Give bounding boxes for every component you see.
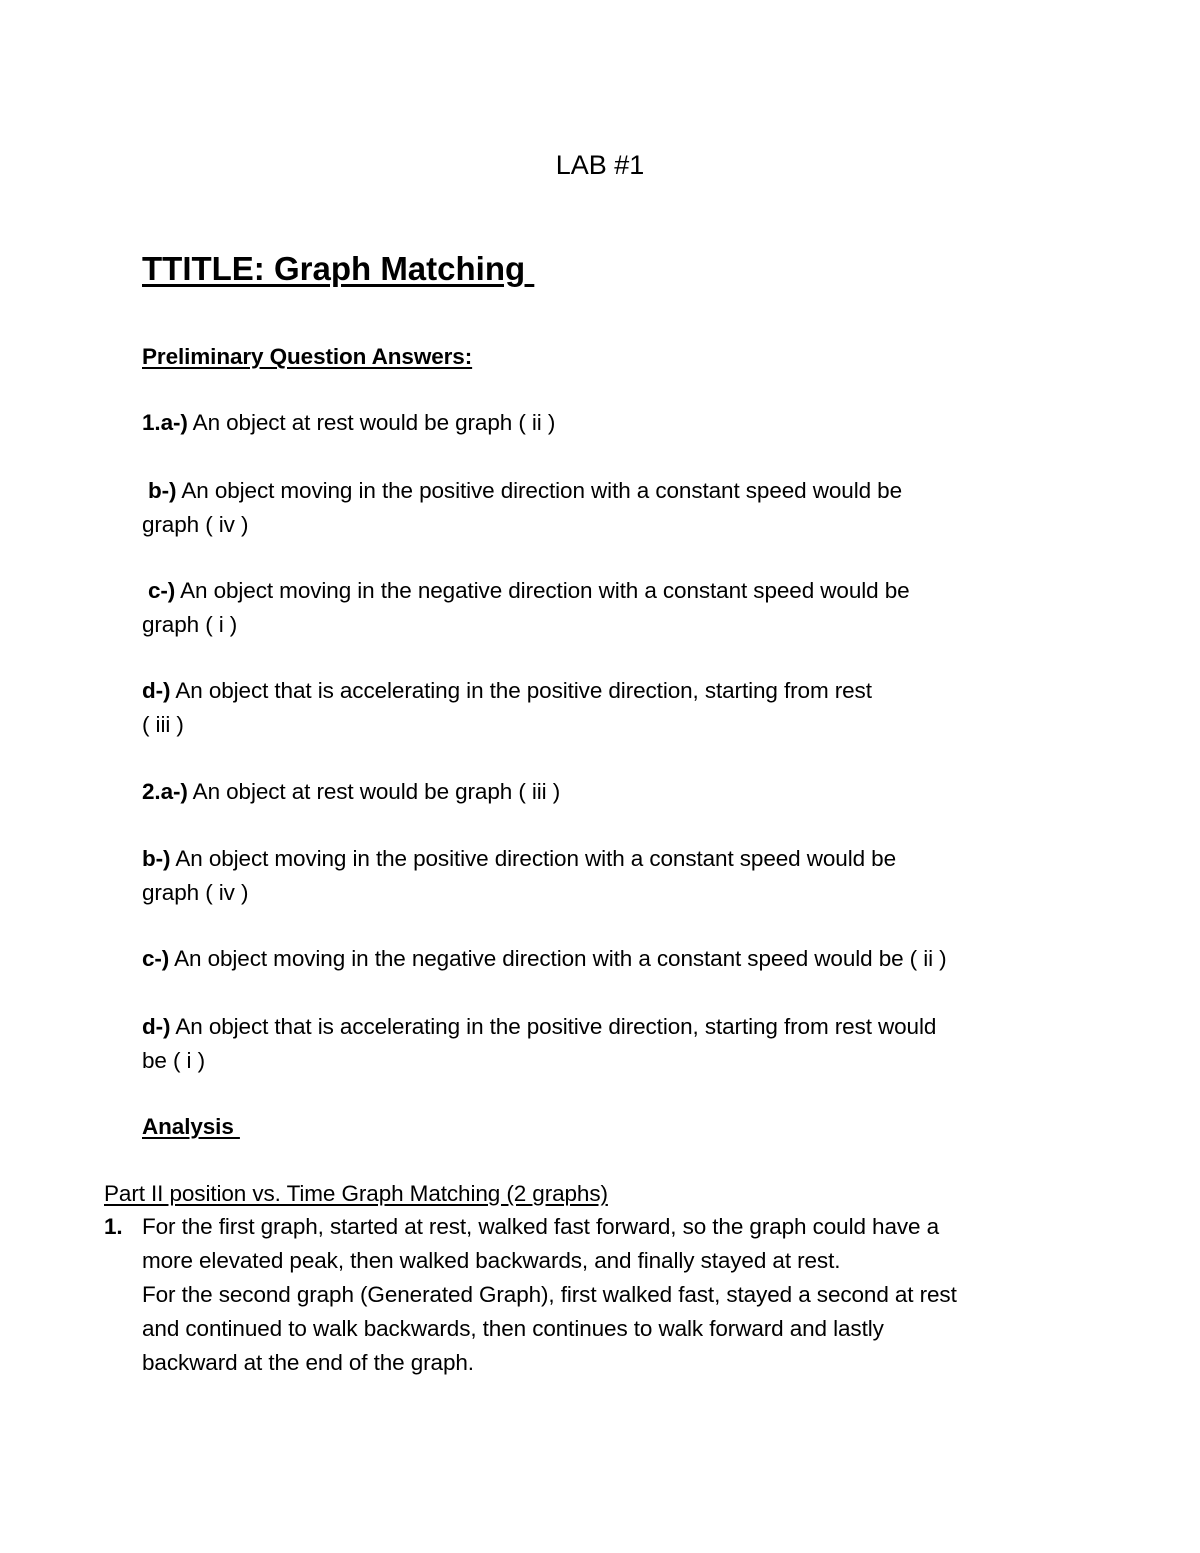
- q2a-text: An object at rest would be graph ( iii ): [187, 779, 561, 804]
- part2-heading: Part II position vs. Time Graph Matching (2 graphs): [104, 1181, 608, 1206]
- q2c-line: [142, 944, 947, 974]
- q2d-line: [142, 1012, 936, 1042]
- q2b-line: [142, 844, 896, 874]
- q2c-text: An object moving in the negative direction with a constant speed would be ( ii ): [169, 946, 947, 971]
- q1c-text: An object moving in the negative direction with a constant speed would be: [175, 578, 910, 603]
- part2-line-5: backward at the end of the graph.: [142, 1350, 474, 1375]
- q1b-line: [148, 476, 902, 506]
- q2a-label: 2.a-): [142, 779, 188, 804]
- q1d-text: An object that is accelerating in the positive direction, starting from rest: [170, 678, 872, 703]
- part2-line-2: more elevated peak, then walked backwards, and finally stayed at rest.: [142, 1248, 841, 1273]
- q1c-line: [148, 576, 910, 606]
- q1c-label: c-): [148, 578, 176, 603]
- part2-item-number: 1.: [104, 1214, 123, 1239]
- q1a-text: An object at rest would be graph ( ii ): [187, 410, 556, 435]
- q2d-label: d-): [142, 1014, 171, 1039]
- document-title: TTITLE: Graph Matching: [142, 250, 535, 287]
- q1d-label: d-): [142, 678, 171, 703]
- q1b-label: b-): [148, 478, 177, 503]
- part2-line-3: For the second graph (Generated Graph), first walked fast, stayed a second at rest: [142, 1282, 957, 1307]
- q2d-line2: be ( i ): [142, 1048, 205, 1073]
- preliminary-heading: Preliminary Question Answers:: [142, 344, 473, 369]
- lab-header: LAB #1: [555, 150, 645, 180]
- q2a-line: [142, 777, 560, 807]
- q1b-text: An object moving in the positive direction with a constant speed would be: [176, 478, 902, 503]
- q1a-line: [142, 408, 555, 438]
- q1b-line2: graph ( iv ): [142, 512, 249, 537]
- q2b-line2: graph ( iv ): [142, 880, 249, 905]
- q2b-text: An object moving in the positive direction with a constant speed would be: [170, 846, 896, 871]
- q1a-label: 1.a-): [142, 410, 188, 435]
- q1d-line2: ( iii ): [142, 712, 184, 737]
- q2d-text: An object that is accelerating in the positive direction, starting from rest would: [170, 1014, 937, 1039]
- q1d-line: [142, 676, 872, 706]
- part2-line-1: For the first graph, started at rest, walked fast forward, so the graph could have a: [142, 1214, 940, 1239]
- q1c-line2: graph ( i ): [142, 612, 238, 637]
- part2-line-4: and continued to walk backwards, then continues to walk forward and lastly: [142, 1316, 884, 1341]
- analysis-heading: Analysis: [142, 1114, 240, 1139]
- q2c-label: c-): [142, 946, 170, 971]
- q2b-label: b-): [142, 846, 171, 871]
